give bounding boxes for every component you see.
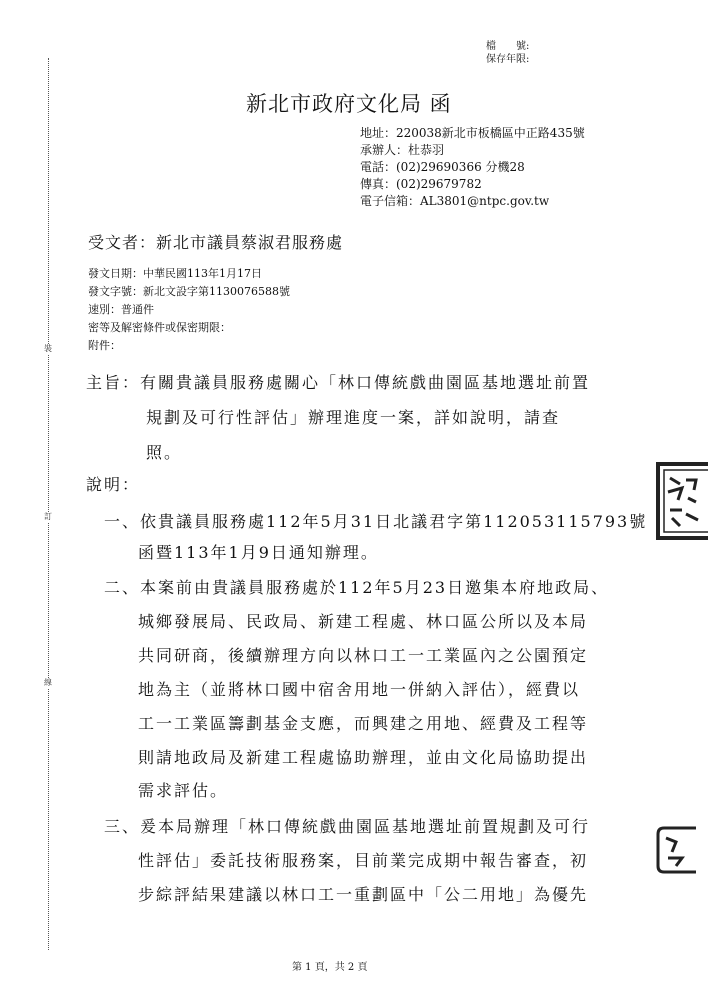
attachment: 附件：	[88, 339, 121, 352]
binding-mark-bind: 裝	[44, 344, 52, 353]
issue-date: 發文日期：中華民國113年1月17日	[88, 267, 262, 280]
sender-email: 電子信箱：AL3801@ntpc.gov.tw	[360, 194, 550, 208]
binding-line	[48, 58, 49, 950]
sender-fax: 傳真：(02)29679782	[360, 177, 482, 191]
document-title: 新北市政府文化局 函	[246, 92, 452, 116]
official-seal-stamp	[652, 458, 708, 542]
subject-line-3: 照。	[146, 443, 183, 462]
explanation-label: 說明：	[86, 475, 141, 494]
item-2-line-3: 共同研商，後續辦理方向以林口工一工業區內之公園預定	[138, 646, 589, 665]
page-footer: 第 1 頁，共 2 頁	[292, 962, 368, 973]
subject-line-2: 規劃及可行性評估」辦理進度一案，詳如說明，請查	[146, 408, 561, 427]
item-3-line-3: 步綜評結果建議以林口工一重劃區中「公二用地」為優先	[138, 885, 589, 904]
sender-contact: 承辦人：杜恭羽	[360, 143, 445, 157]
recipient: 受文者：新北市議員蔡淑君服務處	[88, 233, 344, 252]
binding-mark-staple: 訂	[44, 512, 52, 521]
binding-mark-line: 線	[44, 678, 52, 687]
item-2-line-1: 二、本案前由貴議員服務處於112年5月23日邀集本府地政局、	[104, 578, 610, 597]
item-2-line-6: 則請地政局及新建工程處協助辦理，並由文化局協助提出	[138, 748, 589, 767]
sender-address: 地址：220038新北市板橋區中正路435號	[360, 126, 585, 140]
retention-label: 保存年限:	[486, 54, 530, 65]
partial-seal-stamp	[656, 826, 696, 874]
secrecy-level: 密等及解密條件或保密期限：	[88, 321, 231, 334]
item-2-line-2: 城鄉發展局、民政局、新建工程處、林口區公所以及本局	[138, 612, 589, 631]
document-number: 發文字號：新北文設字第1130076588號	[88, 285, 290, 298]
sender-phone: 電話：(02)29690366 分機28	[360, 160, 525, 174]
item-1-line-2: 函暨113年1月9日通知辦理。	[138, 543, 379, 562]
item-2-line-4: 地為主（並將林口國中宿舍用地一併納入評估），經費以	[138, 680, 581, 699]
item-3-line-2: 性評估」委託技術服務案，目前業完成期中報告審查，初	[138, 851, 589, 870]
item-3-line-1: 三、爰本局辦理「林口傳統戲曲園區基地選址前置規劃及可行	[104, 817, 591, 836]
delivery-speed: 速別：普通件	[88, 303, 154, 316]
file-number-label: 檔 號:	[486, 41, 530, 52]
item-1-line-1: 一、依貴議員服務處112年5月31日北議君字第112053115793號	[104, 512, 648, 531]
item-2-line-5: 工一工業區籌劃基金支應，而興建之用地、經費及工程等	[138, 714, 589, 733]
subject-line-1: 主旨：有關貴議員服務處關心「林口傳統戲曲園區基地選址前置	[86, 373, 591, 392]
item-2-line-7: 需求評估。	[138, 781, 229, 800]
